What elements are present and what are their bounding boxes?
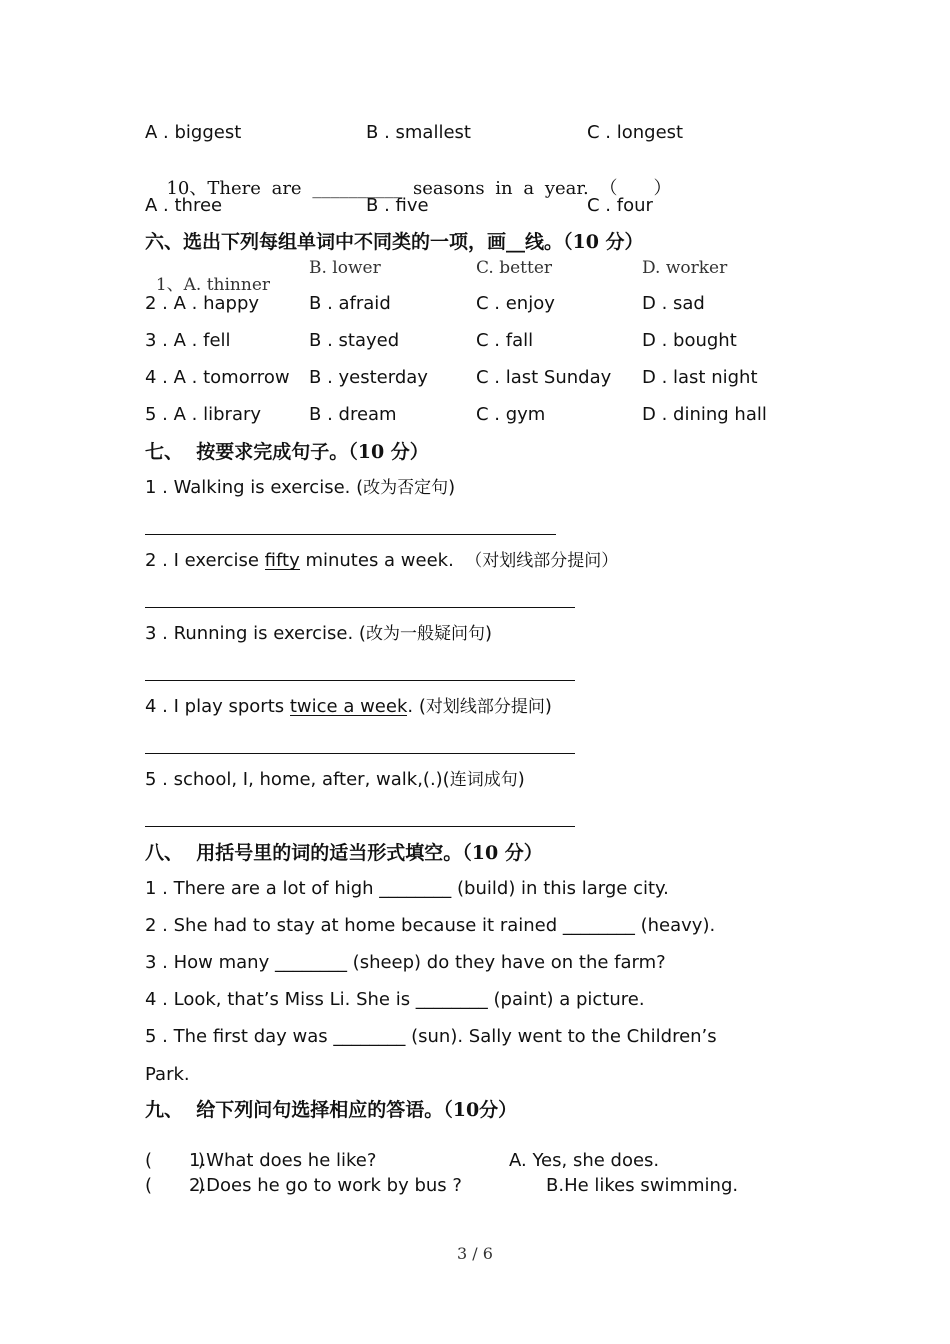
q10-option-b: B . five <box>366 195 429 216</box>
row-num: 4 . A . <box>145 367 198 388</box>
section6-row-5-c: C . gym <box>476 404 546 425</box>
answer-line-3[interactable] <box>145 680 575 681</box>
row-num: 1、A. <box>155 275 202 295</box>
section6-row-1 <box>145 260 270 294</box>
section6-row-2-c: C . enjoy <box>476 293 555 314</box>
row-num: 2 . A . <box>145 293 198 314</box>
item-end: ) <box>544 696 552 717</box>
section6-row-3-d: D . bought <box>642 330 737 351</box>
section6-title: 六、选出下列每组单词中不同类的一项，画__线。（10 分） <box>145 231 644 253</box>
option-a: thinner <box>206 275 271 295</box>
row-num: 5 . A . <box>145 404 198 425</box>
section6-row-4-c: C . last Sunday <box>476 367 612 388</box>
underlined-word: fifty <box>264 550 300 571</box>
q10-prefix: 10、There are <box>166 178 302 199</box>
section8-item-4: 4 . Look, that’s Miss Li. She is ________ (paint) a picture. <box>145 989 645 1010</box>
item-end: ) <box>517 769 525 790</box>
section7-item-2 <box>145 552 618 570</box>
q10-paren: （ ） <box>599 178 672 199</box>
item-text: 3 . Running is exercise. ( <box>145 623 366 644</box>
answer-line-2[interactable] <box>145 607 575 608</box>
section6-row-4-d: D . last night <box>642 367 758 388</box>
section7-item-1 <box>145 479 455 497</box>
section6-row-5 <box>145 406 261 424</box>
section6-row-4 <box>145 369 290 387</box>
item-text: 2 . I exercise <box>145 550 265 571</box>
item-end: ) <box>484 623 492 644</box>
answer-line-4[interactable] <box>145 753 575 754</box>
q10-question <box>145 162 671 198</box>
item-end: ) <box>448 477 456 498</box>
section9-option-b: B.He likes swimming. <box>546 1175 739 1196</box>
q10-option-c: C . four <box>587 195 653 216</box>
section6-row-3-b: B . stayed <box>309 330 400 351</box>
option-a: fell <box>203 330 231 351</box>
section6-row-2 <box>145 295 259 313</box>
section9-item-2-paren[interactable]: ( ) <box>145 1175 205 1196</box>
section8-item-3: 3 . How many ________ (sheep) do they have on the farm? <box>145 952 666 973</box>
section8-title: 八、 用括号里的词的适当形式填空。（10 分） <box>145 842 543 864</box>
item-text-post: . ( <box>407 696 426 717</box>
section8-item-2: 2 . She had to stay at home because it rained ________ (heavy). <box>145 915 716 936</box>
section8-item-5: 5 . The first day was ________ (sun). Sally went to the Children’s <box>145 1026 717 1047</box>
section7-title: 七、 按要求完成句子。（10 分） <box>145 441 429 463</box>
section6-row-2-b: B . afraid <box>309 293 391 314</box>
section6-row-5-b: B . dream <box>309 404 397 425</box>
page-number: 3 / 6 <box>457 1244 493 1263</box>
option-a: happy <box>203 293 260 314</box>
section9-item-1-paren[interactable]: ( ) <box>145 1150 205 1171</box>
item-instruction: 改为否定句 <box>363 478 449 498</box>
section6-row-2-d: D . sad <box>642 293 705 314</box>
item-text: 1 . Walking is exercise. ( <box>145 477 364 498</box>
q10-option-a: A . three <box>145 195 223 216</box>
section6-row-5-d: D . dining hall <box>642 404 767 425</box>
section9-item-2-question: 2.Does he go to work by bus ? <box>189 1175 462 1196</box>
item-instruction: 连词成句 <box>449 770 518 790</box>
section6-row-3 <box>145 332 231 350</box>
section6-row-1-b: B. lower <box>309 258 381 278</box>
underlined-phrase: twice a week <box>289 696 408 717</box>
answer-line-1[interactable] <box>145 534 556 535</box>
item-text: 4 . I play sports <box>145 696 290 717</box>
option-a: library <box>203 404 262 425</box>
item-text-post: minutes a week. <box>299 550 466 571</box>
item-instruction: 对划线部分提问 <box>425 697 545 717</box>
row-num: 3 . A . <box>145 330 198 351</box>
q9-option-b: B . smallest <box>366 122 471 143</box>
item-instruction: （对划线部分提问） <box>465 551 619 571</box>
section6-row-1-d: D. worker <box>642 258 728 278</box>
section6-row-1-c: C. better <box>476 258 553 278</box>
q10-blank: __________ <box>312 178 403 199</box>
section7-item-4 <box>145 698 552 716</box>
item-instruction: 改为一般疑问句 <box>365 624 485 644</box>
section8-item-5-cont: Park. <box>145 1064 190 1085</box>
section9-title: 九、 给下列问句选择相应的答语。（10分） <box>145 1099 518 1121</box>
answer-line-5[interactable] <box>145 826 575 827</box>
section7-item-5 <box>145 771 525 789</box>
q9-option-a: A . biggest <box>145 122 242 143</box>
section9-item-1-question: 1.What does he like? <box>189 1150 377 1171</box>
section8-item-1: 1 . There are a lot of high ________ (build) in this large city. <box>145 878 669 899</box>
q10-suffix: seasons in a year. <box>413 178 589 199</box>
section7-item-3 <box>145 625 492 643</box>
section9-option-a: A. Yes, she does. <box>509 1150 660 1171</box>
item-text: 5 . school, I, home, after, walk,(.)( <box>145 769 450 790</box>
section6-row-4-b: B . yesterday <box>309 367 428 388</box>
section6-row-3-c: C . fall <box>476 330 534 351</box>
q9-option-c: C . longest <box>587 122 684 143</box>
option-a: tomorrow <box>203 367 290 388</box>
